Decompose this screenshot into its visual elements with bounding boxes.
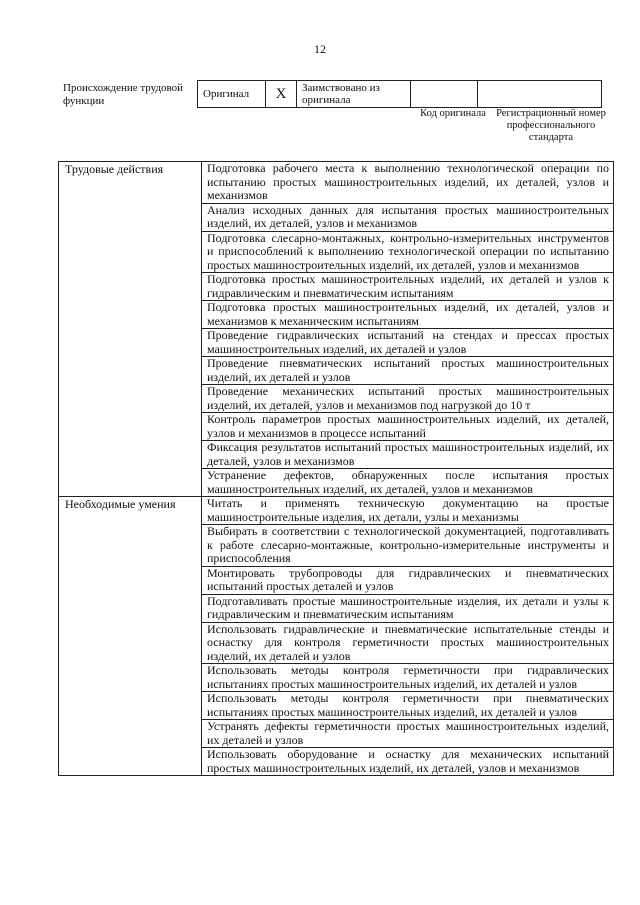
table-row [59,497,614,525]
original-code-cell [411,81,478,108]
origin-label: Происхождение трудовой функции [63,82,184,107]
origin-table [197,80,602,108]
labor-action-item: Проведение пневматических испытаний простых машиностроительных изделий, их деталей и узлов [202,357,614,385]
labor-action-item: Подготовка рабочего места к выполнению технологической операции по испытанию простых машиностроительных изделий, их деталей, узлов и механизмов [202,162,614,204]
labor-action-item: Фиксация результатов испытаний простых машиностроительных изделий, их деталей, узлов и механизмов [202,441,614,469]
labor-action-item: Устранение дефектов, обнаруженных после испытания простых машиностроительных изделий, их деталей, узлов и механизмов [202,469,614,497]
labor-action-item: Проведение гидравлических испытаний на стендах и прессах простых машиностроительных изделий, их деталей и узлов [202,329,614,357]
skill-item: Использовать методы контроля герметичности при пневматических испытаниях простых машиностроительных изделий, их деталей и узлов [202,692,614,720]
labor-action-item: Анализ исходных данных для испытания простых машиностроительных изделий, их деталей, узлов и механизмов [202,203,614,231]
labor-action-item: Подготовка простых машиностроительных изделий, их деталей и узлов к гидравлическим и пневматическим испытаниям [202,273,614,301]
origin-row [198,81,602,108]
original-mark: X [266,81,297,108]
labor-action-item: Подготовка простых машиностроительных изделий, их деталей, узлов и механизмов к механическим испытаниям [202,301,614,329]
table-row [59,162,614,204]
skill-item: Читать и применять техническую документацию на простые машиностроительные изделия, их детали, узлы и механизмы [202,497,614,525]
skill-item: Устранять дефекты герметичности простых машиностроительных изделий, их деталей и узлов [202,720,614,748]
skill-item: Использовать оборудование и оснастку для механических испытаний простых машиностроительных изделий, их деталей, узлов и механизмов [202,748,614,776]
reg-caption: Регистрационный номер профессионального стандарта [496,108,606,143]
borrowed-label: Заимствовано из оригинала [297,81,411,108]
skill-item: Монтировать трубопроводы для гидравлических и пневматических испытаний простых деталей и узлов [202,566,614,594]
skills-heading: Необходимые умения [59,497,202,776]
function-table [58,161,614,776]
skill-item: Использовать методы контроля герметичности при гидравлических испытаниях простых машиностроительных изделий, их деталей и узлов [202,664,614,692]
code-caption: Код оригинала [420,108,486,119]
page-number: 12 [314,42,326,56]
original-label: Оригинал [198,81,266,108]
labor-actions-heading: Трудовые действия [59,162,202,497]
labor-action-item: Подготовка слесарно-монтажных, контрольно-измерительных инструментов и приспособлений к выполнению технологической операции по испытанию простых машиностроительных изделий, их деталей, узлов и механизмов [202,231,614,273]
labor-action-item: Проведение механических испытаний простых машиностроительных изделий, их деталей, узлов и механизмов под нагрузкой до 10 т [202,385,614,413]
labor-action-item: Контроль параметров простых машиностроительных изделий, их деталей, узлов и механизмов в процессе испытаний [202,413,614,441]
skill-item: Использовать гидравлические и пневматические испытательные стенды и оснастку для контроля герметичности простых машиностроительных изделий, их деталей и узлов [202,622,614,664]
skill-item: Подготавливать простые машиностроительные изделия, их детали и узлы к гидравлическим и пневматическим испытаниям [202,594,614,622]
reg-number-cell [478,81,602,108]
skill-item: Выбирать в соответствии с технологической документацией, подготавливать к работе слесарно-монтажные, контрольно-измерительные инструменты и приспособления [202,525,614,567]
